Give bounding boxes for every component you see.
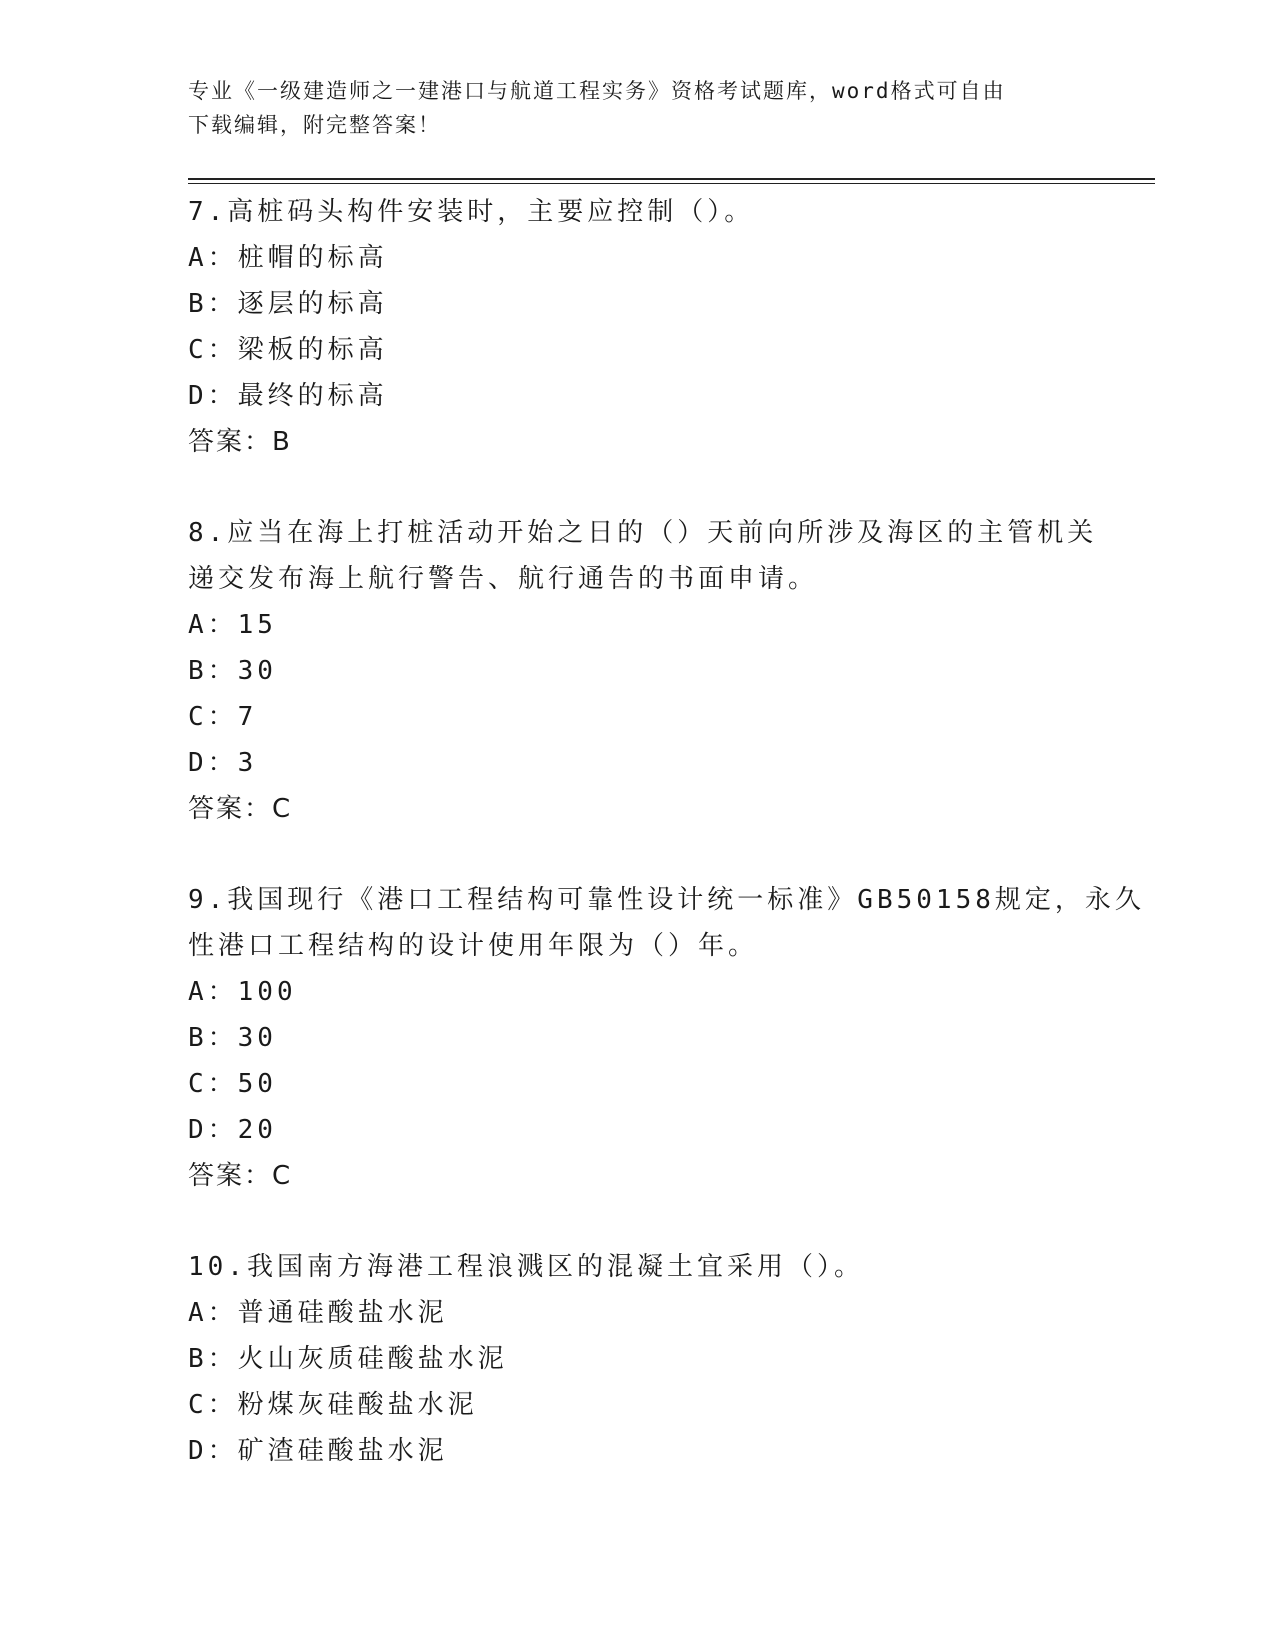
answer-line: 答案：B xyxy=(188,427,292,457)
question-stem: 7.高桩码头构件安装时，主要应控制（）。 xyxy=(188,197,755,227)
option-d: D：最终的标高 xyxy=(188,381,388,411)
question-block-8 xyxy=(188,510,1108,832)
option-a: A：桩帽的标高 xyxy=(188,243,388,273)
option-b: B：30 xyxy=(188,1023,277,1053)
header-line-2: 下载编辑，附完整答案！ xyxy=(188,113,441,137)
option-d: D：20 xyxy=(188,1115,277,1145)
option-c: C：50 xyxy=(188,1069,277,1099)
question-stem: 10.我国南方海港工程浪溅区的混凝土宜采用（）。 xyxy=(188,1252,864,1282)
question-block-9 xyxy=(188,877,1145,1199)
option-b: B：逐层的标高 xyxy=(188,289,388,319)
question-stem: 9.我国现行《港口工程结构可靠性设计统一标准》GB50158规定，永久 xyxy=(188,885,1145,915)
header-divider-thin xyxy=(188,183,1155,184)
question-stem-continued: 性港口工程结构的设计使用年限为（）年。 xyxy=(188,931,759,961)
answer-line: 答案：C xyxy=(188,794,293,824)
option-b: B：火山灰质硅酸盐水泥 xyxy=(188,1344,508,1374)
header-divider-thick xyxy=(188,178,1155,180)
option-a: A：100 xyxy=(188,977,297,1007)
option-a: A：15 xyxy=(188,610,277,640)
option-c: C：粉煤灰硅酸盐水泥 xyxy=(188,1390,478,1420)
header-line-1: 专业《一级建造师之一建港口与航道工程实务》资格考试题库，word格式可自由 xyxy=(188,79,1006,103)
option-c: C：7 xyxy=(188,702,258,732)
option-b: B：30 xyxy=(188,656,277,686)
question-block-7 xyxy=(188,189,1108,465)
question-stem-continued: 递交发布海上航行警告、航行通告的书面申请。 xyxy=(188,564,819,594)
option-d: D：矿渣硅酸盐水泥 xyxy=(188,1436,448,1466)
question-list xyxy=(188,189,1145,1519)
document-header xyxy=(188,74,1088,142)
option-d: D：3 xyxy=(188,748,258,778)
question-block-10 xyxy=(188,1244,1108,1474)
question-stem: 8.应当在海上打桩活动开始之日的（）天前向所涉及海区的主管机关 xyxy=(188,518,1098,548)
answer-line: 答案：C xyxy=(188,1161,293,1191)
option-c: C：梁板的标高 xyxy=(188,335,388,365)
option-a: A：普通硅酸盐水泥 xyxy=(188,1298,448,1328)
